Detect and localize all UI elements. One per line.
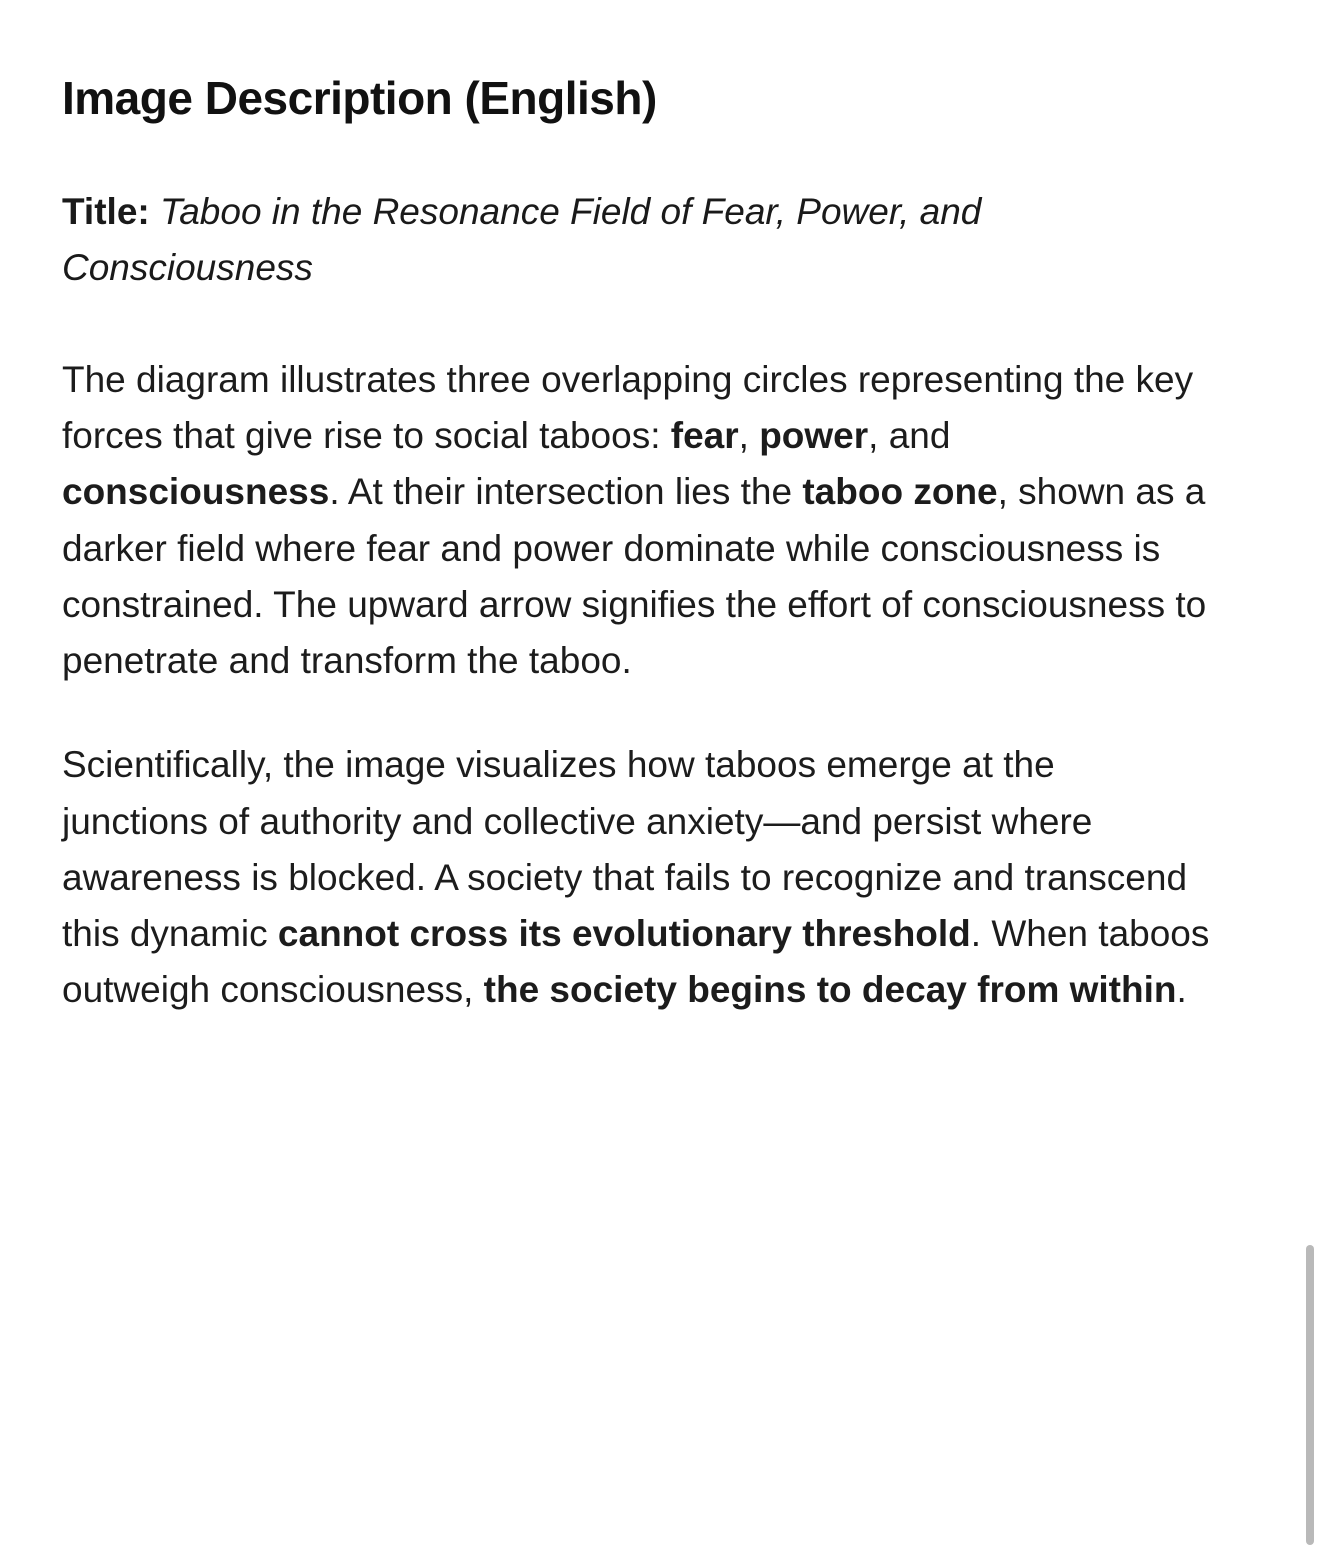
p2-part-2: . When taboos outweigh consciousness, bbox=[62, 913, 1210, 1011]
p1-bold-fear: fear bbox=[670, 415, 739, 457]
title-block bbox=[62, 184, 1210, 296]
p2-bold-threshold: cannot cross its evolutionary threshold bbox=[277, 913, 971, 955]
page-title: Image Description (English) bbox=[62, 72, 657, 124]
p1-bold-consciousness: consciousness bbox=[62, 471, 330, 513]
p1-part-2: , bbox=[738, 415, 760, 457]
p2-bold-decay: the society begins to decay from within bbox=[483, 969, 1177, 1011]
paragraph-1 bbox=[62, 352, 1210, 689]
p2-part-1: Scientifically, the image visualizes how taboos emerge at the junctions of authority and collective anxiety—and persist where awareness is blocked. A society that fails to recognize and transcend this dynamic bbox=[62, 744, 1188, 955]
body-text bbox=[62, 352, 1210, 1019]
scrollbar[interactable] bbox=[1306, 0, 1314, 1562]
p1-bold-taboo-zone: taboo zone bbox=[802, 471, 998, 513]
p1-part-1: The diagram illustrates three overlapping circles representing the key forces that give rise to social taboos: bbox=[62, 358, 1194, 457]
p1-part-3: , and bbox=[868, 415, 951, 457]
title-value: Taboo in the Resonance Field of Fear, Power, and Consciousness bbox=[62, 190, 982, 288]
document-title-line bbox=[62, 184, 1210, 296]
p1-part-5: , shown as a darker field where fear and power dominate while consciousness is constrained. The upward arrow signifies the effort of consciousness to penetrate and transform the taboo. bbox=[62, 471, 1207, 682]
scrollbar-thumb[interactable] bbox=[1306, 1245, 1314, 1545]
p1-bold-power: power bbox=[759, 415, 869, 457]
paragraph-2 bbox=[62, 737, 1210, 1018]
p1-part-4: . At their intersection lies the bbox=[329, 471, 803, 513]
p2-part-3: . bbox=[1176, 969, 1187, 1011]
title-label: Title: bbox=[62, 190, 150, 232]
